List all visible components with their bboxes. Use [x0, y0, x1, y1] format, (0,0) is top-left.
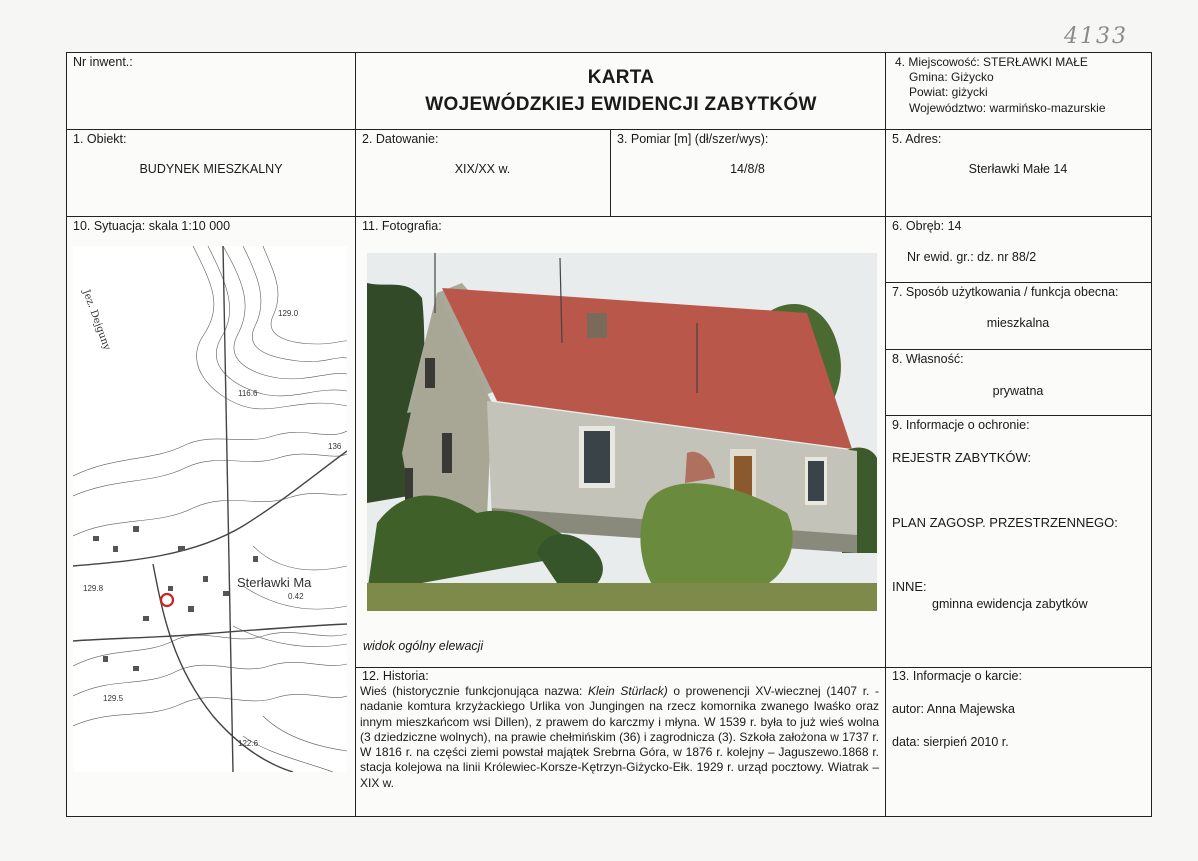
powiat-line: Powiat: giżycki	[909, 85, 988, 100]
grid-line	[67, 129, 1151, 130]
map-elevation: 0.42	[288, 592, 304, 601]
map-elevation: 136	[328, 442, 342, 451]
grid-line	[885, 415, 1151, 416]
measure-label: 3. Pomiar [m] (dł/szer/wys):	[617, 132, 769, 146]
situation-map	[73, 246, 347, 772]
title-line2: WOJEWÓDZKIEJ EWIDENCJI ZABYTKÓW	[425, 94, 817, 115]
grid-line	[67, 216, 1151, 217]
usage-label: 7. Sposób użytkowania / funkcja obecna:	[892, 285, 1119, 299]
photograph	[367, 253, 877, 611]
map-town-label: Sterławki Ma	[237, 575, 312, 590]
grid-line	[885, 282, 1151, 283]
ownership-label: 8. Własność:	[892, 352, 964, 366]
map-lake-label: Jez. Dejguny	[80, 288, 113, 352]
object-label: 1. Obiekt:	[73, 132, 127, 146]
dating-value: XIX/XX w.	[454, 162, 511, 176]
author-line: autor: Anna Majewska	[892, 702, 1015, 716]
history-text	[360, 684, 879, 791]
photo-caption: widok ogólny elewacji	[363, 639, 484, 653]
precinct-label: 6. Obręb: 14	[892, 219, 962, 233]
other-label: INNE:	[892, 579, 927, 594]
photo-label: 11. Fotografia:	[362, 219, 442, 233]
map-elevation: 129.5	[103, 694, 124, 703]
address-label: 5. Adres:	[892, 132, 942, 146]
map-elevation: 129.8	[83, 584, 104, 593]
history-part1: Wieś (historycznie funkcjonująca nazwa:	[360, 684, 589, 698]
grid-line	[885, 349, 1151, 350]
dating-label: 2. Datowanie:	[362, 132, 439, 146]
locality-line: 4. Miejscowość: STERŁAWKI MAŁE	[895, 55, 1088, 69]
protection-label: 9. Informacje o ochronie:	[892, 418, 1030, 432]
situation-label: 10. Sytuacja: skala 1:10 000	[73, 219, 231, 233]
address-value: Sterławki Małe 14	[968, 162, 1068, 176]
date-line: data: sierpień 2010 r.	[892, 735, 1009, 749]
house-photo	[367, 253, 877, 611]
measure-value: 14/8/8	[730, 162, 765, 176]
grid-line	[355, 667, 1151, 668]
history-historical-name: Klein Stürlack)	[588, 684, 668, 698]
object-value: BUDYNEK MIESZKALNY	[139, 162, 283, 176]
history-part2: o prowenencji XV-wiecznej (1407 r. - nadanie komtura krzyżackiego Urlika von Jungingen na rzecz komornika zwanego Iwaśko oraz innym mieszkańcom wsi Dillen), z prawem do karczmy i młyna. W 1539 r. była to już wieś wolna (3 dziedziczne wolnych), na prawie chełmińskim (36) i zagrodnicza (3). Szkoła założona w 1737 r. W 1816 r. na części ziemi powstał majątek Srebrna Góra, w 1876 r. kolejny – Jaguszewo.1868 r. stacja kolejowa na linii Królewiec-Korsze-Kętrzyn-Giżycko-Ełk. 1929 r. urząd pocztowy. Wiatrak – XIX w.	[360, 684, 880, 790]
gmina-line: Gmina: Giżycko	[909, 70, 994, 85]
register-label: REJESTR ZABYTKÓW:	[892, 450, 1032, 465]
other-value: gminna ewidencja zabytków	[932, 597, 1088, 611]
locality-block	[895, 55, 1106, 116]
map-elevation: 129.0	[278, 309, 299, 318]
ownership-value: prywatna	[992, 384, 1044, 398]
topographic-map	[73, 246, 347, 772]
map-elevation: 116.6	[238, 389, 258, 398]
card-info-label: 13. Informacje o karcie:	[892, 669, 1022, 683]
map-elevation: 122.6	[238, 739, 259, 748]
history-label: 12. Historia:	[362, 669, 429, 683]
handwritten-number: 4133	[1064, 24, 1128, 49]
title-line1: KARTA	[587, 67, 655, 88]
usage-value: mieszkalna	[986, 316, 1050, 330]
inventory-label: Nr inwent.:	[73, 55, 133, 69]
plan-label: PLAN ZAGOSP. PRZESTRZENNEGO:	[892, 515, 1118, 530]
wojewodztwo-line: Województwo: warmińsko-mazurskie	[909, 100, 1106, 115]
monument-card	[66, 52, 1152, 817]
parcel-label: Nr ewid. gr.: dz. nr 88/2	[907, 250, 1037, 264]
